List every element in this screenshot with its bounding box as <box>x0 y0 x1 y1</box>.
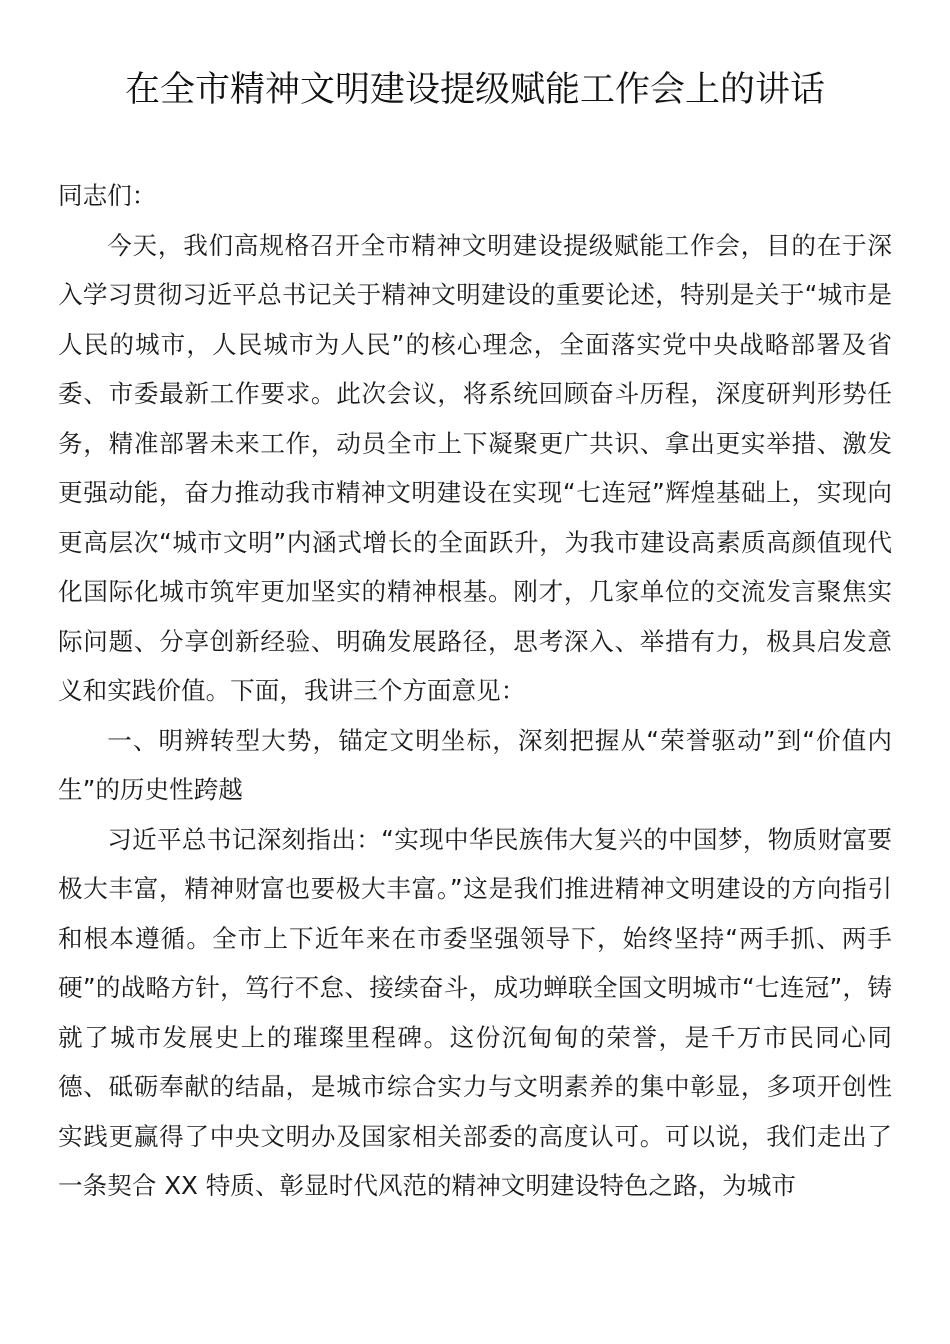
paragraph-opening: 今天，我们高规格召开全市精神文明建设提级赋能工作会，目的在于深入学习贯彻习近平总书记关于精神文明建设的重要论述，特别是关于“城市是人民的城市，人民城市为人民”的核心理念，全面落实党中央战略部署及省委、市委最新工作要求。此次会议，将系统回顾奋斗历程，深度研判形势任务，精准部署未来工作，动员全市上下凝聚更广共识、拿出更实举措、激发更强动能，奋力推动我市精神文明建设在实现“七连冠”辉煌基础上，实现向更高层次“城市文明”内涵式增长的全面跃升，为我市建设高素质高颜值现代化国际化城市筑牢更加坚实的精神根基。刚才，几家单位的交流发言聚焦实际问题、分享创新经验、明确发展路径，思考深入、举措有力，极具启发意义和实践价值。下面，我讲三个方面意见： <box>58 230 892 705</box>
paragraph-section-1: 习近平总书记深刻指出：“实现中华民族伟大复兴的中国梦，物质财富要极大丰富，精神财富也要极大丰富。”这是我们推进精神文明建设的方向指引和根本遵循。全市上下近年来在市委坚强领导下，始终坚持“两手抓、两手硬”的战略方针，笃行不怠、接续奋斗，成功蝉联全国文明城市“七连冠”，铸就了城市发展史上的璀璨里程碑。这份沉甸甸的荣誉，是千万市民同心同德、砥砺奉献的结晶，是城市综合实力与文明素养的集中彰显，多项开创性实践更赢得了中央文明办及国家相关部委的高度认可。可以说，我们走出了一条契合 XX 特质、彰显时代风范的精神文明建设特色之路，为城市 <box>58 824 892 1200</box>
section-heading-1: 一、明辨转型大势，锚定文明坐标，深刻把握从“荣誉驱动”到“价值内生”的历史性跨越 <box>58 725 892 804</box>
salutation: 同志们： <box>58 181 157 210</box>
document-page <box>58 62 892 1211</box>
document-title: 在全市精神文明建设提级赋能工作会上的讲话 <box>124 70 825 110</box>
